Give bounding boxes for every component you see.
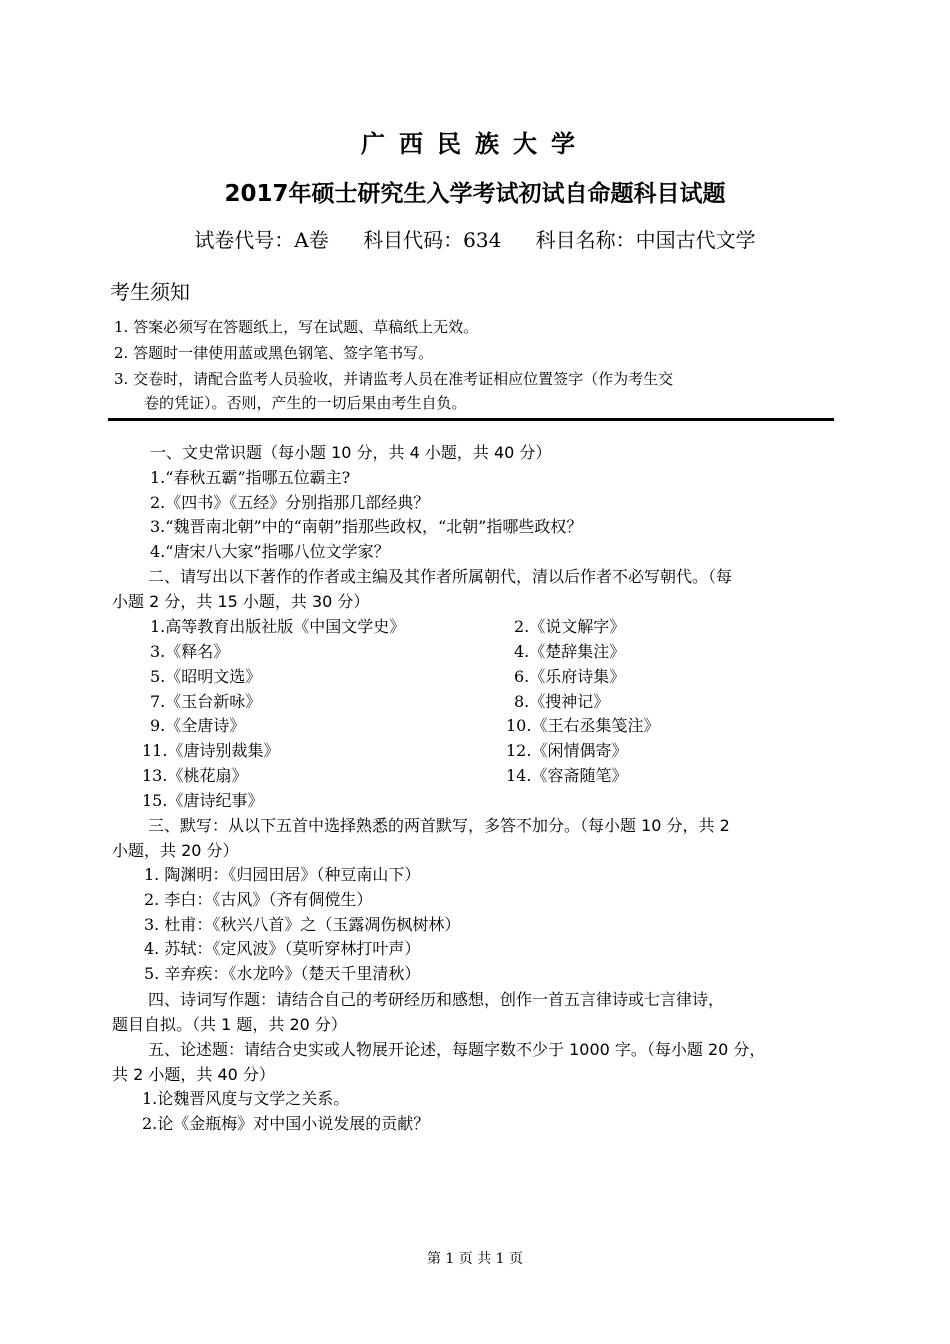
- essay-question: 1.论魏晋风度与文学之关系。: [142, 1089, 350, 1108]
- notice-item: 1. 答案必须写在答题纸上，写在试题、草稿纸上无效。: [114, 318, 479, 336]
- section-heading: 二、请写出以下著作的作者或主编及其作者所属朝代，清以后作者不必写朝代。（每: [148, 567, 733, 586]
- notice-item: 2. 答题时一律使用蓝或黑色钢笔、签字笔书写。: [114, 344, 434, 362]
- section-heading: 小题，共 20 分）: [112, 841, 239, 860]
- book-item: 5.《昭明文选》: [150, 667, 262, 686]
- book-item: 6.《乐府诗集》: [514, 667, 626, 686]
- question: 2.《四书》《五经》分别指那几部经典？: [150, 493, 430, 512]
- question: 4.“唐宋八大家”指哪八位文学家？: [150, 542, 390, 561]
- poem-item: 5. 辛弃疾：《水龙吟》（楚天千里清秋）: [144, 964, 421, 983]
- exam-meta: [0, 224, 950, 253]
- book-item: 3.《释名》: [150, 642, 230, 661]
- book-item: 2.《说文解字》: [514, 617, 626, 636]
- book-item: 7.《玉台新咏》: [150, 692, 262, 711]
- subject-name: 科目名称：中国古代文学: [535, 228, 756, 252]
- book-item: 8.《搜神记》: [514, 692, 610, 711]
- question: 1.“春秋五霸”指哪五位霸主?: [150, 468, 351, 487]
- university-title: 广西民族大学: [361, 130, 589, 158]
- section-heading: 五、论述题：请结合史实或人物展开论述，每题字数不少于 1000 字。（每小题 20 分，: [148, 1040, 766, 1059]
- section-heading: 三、默写：从以下五首中选择熟悉的两首默写，多答不加分。（每小题 10 分，共 2: [148, 816, 730, 835]
- paper-code: 试卷代号：A卷: [194, 228, 329, 252]
- poem-item: 3. 杜甫：《秋兴八首》之（玉露凋伤枫树林）: [144, 915, 461, 934]
- book-item: 14.《容斋随笔》: [506, 766, 628, 785]
- section-heading: 共 2 小题，共 40 分）: [112, 1065, 275, 1084]
- book-item: 4.《楚辞集注》: [514, 642, 626, 661]
- book-item: 15.《唐诗纪事》: [142, 791, 264, 810]
- notice-heading: 考生须知: [110, 280, 190, 304]
- book-item: 13.《桃花扇》: [142, 766, 248, 785]
- page-footer: 第 1 页 共 1 页: [426, 1251, 524, 1267]
- divider: [108, 418, 834, 421]
- poem-item: 2. 李白：《古风》（齐有倜傥生）: [144, 890, 373, 909]
- section-heading: 小题 2 分，共 15 小题，共 30 分）: [112, 592, 370, 611]
- poem-item: 4. 苏轼：《定风波》（莫听穿林打叶声）: [144, 939, 421, 958]
- book-item: 11.《唐诗别裁集》: [142, 741, 280, 760]
- question: 3.“魏晋南北朝”中的“南朝”指那些政权，“北朝”指哪些政权？: [150, 517, 583, 536]
- section-heading: 题目自拟。（共 1 题，共 20 分）: [112, 1015, 347, 1034]
- section-heading: 四、诗词写作题：请结合自己的考研经历和感想，创作一首五言律诗或七言律诗，: [148, 990, 725, 1009]
- subject-code: 科目代码：634: [363, 228, 502, 252]
- notice-item: 卷的凭证）。否则，产生的一切后果由考生自负。: [144, 394, 467, 412]
- essay-question: 2.论《金瓶梅》对中国小说发展的贡献？: [142, 1114, 430, 1133]
- section-heading: 一、文史常识题（每小题 10 分，共 4 小题，共 40 分）: [150, 443, 552, 462]
- notice-item: 3. 交卷时，请配合监考人员验收，并请监考人员在准考证相应位置签字（作为考生交: [114, 370, 674, 388]
- book-item: 12.《闲情偶寄》: [506, 741, 628, 760]
- book-item: 9.《全唐诗》: [150, 716, 246, 735]
- poem-item: 1. 陶渊明：《归园田居》（种豆南山下）: [144, 865, 421, 884]
- book-item: 10.《王右丞集笺注》: [506, 716, 660, 735]
- exam-title: 2017年硕士研究生入学考试初试自命题科目试题: [224, 181, 726, 207]
- book-item: 1.高等教育出版社版《中国文学史》: [150, 617, 406, 636]
